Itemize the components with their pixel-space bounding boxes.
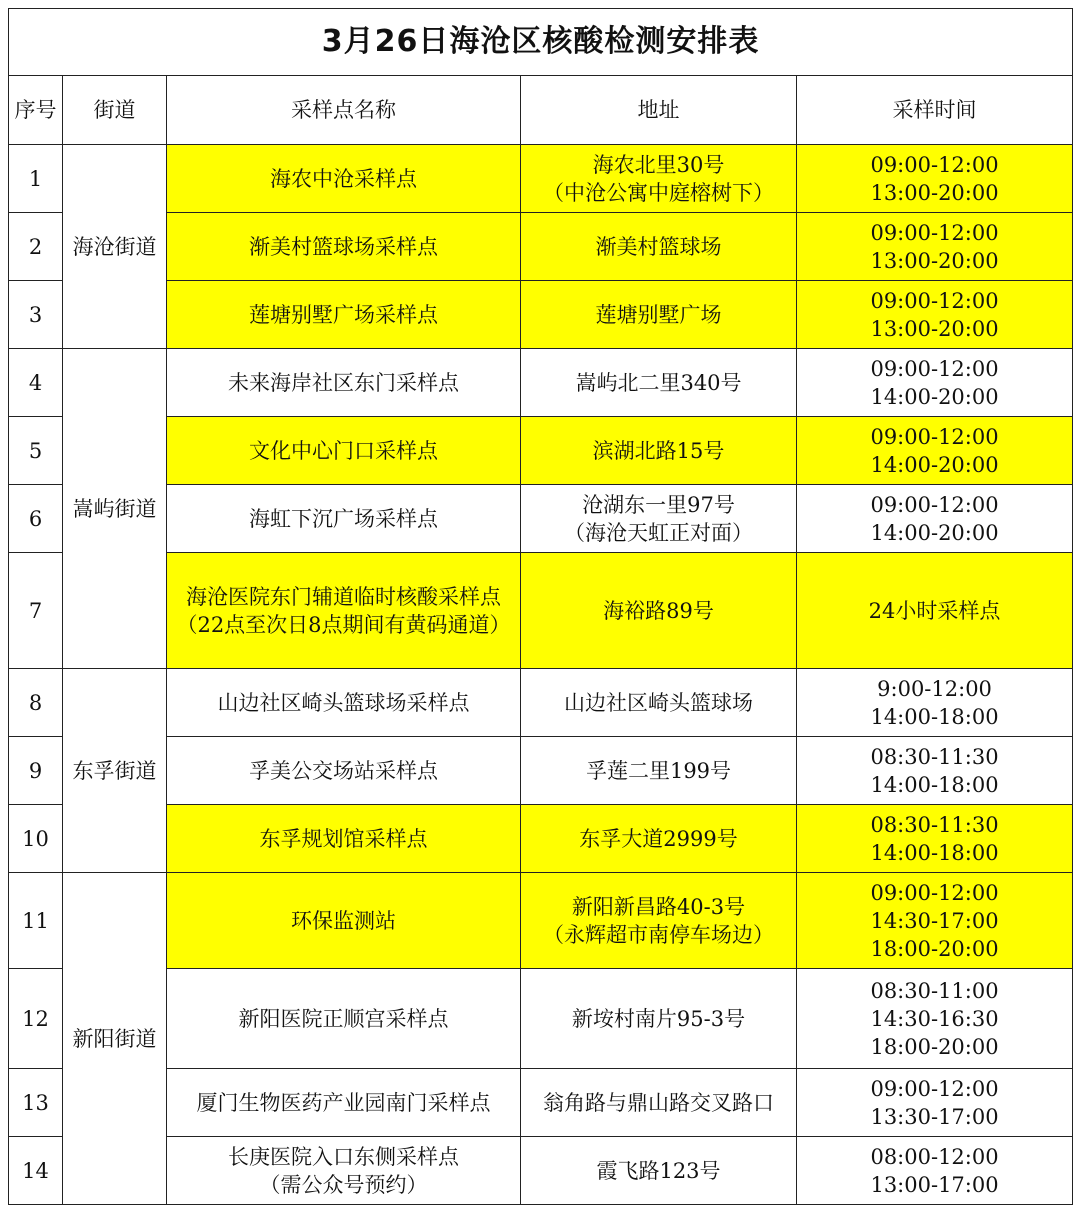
sampling-time	[797, 805, 1073, 873]
row-seq: 4	[9, 349, 63, 417]
sampling-time-line: 09:00-12:00	[870, 492, 999, 517]
site-name-line: （22点至次日8点期间有黄码通道）	[176, 612, 511, 637]
sampling-time-line: 08:00-12:00	[870, 1144, 999, 1169]
sampling-time-line: 13:00-17:00	[870, 1172, 999, 1197]
schedule-table	[8, 8, 1073, 1205]
sampling-time	[797, 349, 1073, 417]
site-address	[521, 553, 797, 669]
site-name-line: 孚美公交场站采样点	[249, 758, 438, 783]
sampling-time-line: 09:00-12:00	[870, 1076, 999, 1101]
table-row	[9, 1069, 1073, 1137]
site-address-line: 滨湖北路15号	[592, 438, 725, 463]
site-name-line: 海沧医院东门辅道临时核酸采样点	[186, 584, 501, 609]
sampling-time-line: 13:00-20:00	[870, 316, 999, 341]
site-name-line: 海虹下沉广场采样点	[249, 506, 438, 531]
site-address-line: （中沧公寓中庭榕树下）	[543, 180, 774, 205]
row-seq: 14	[9, 1137, 63, 1205]
site-name	[167, 669, 521, 737]
sampling-time	[797, 1069, 1073, 1137]
sampling-time	[797, 873, 1073, 969]
sampling-time-line: 18:00-20:00	[870, 1034, 999, 1059]
site-address	[521, 349, 797, 417]
site-address	[521, 213, 797, 281]
sampling-time	[797, 1137, 1073, 1205]
site-name-line: 厦门生物医药产业园南门采样点	[196, 1090, 491, 1115]
site-address	[521, 417, 797, 485]
site-address-line: 嵩屿北二里340号	[575, 370, 742, 395]
street-name: 嵩屿街道	[63, 349, 167, 669]
table-row	[9, 737, 1073, 805]
sampling-time	[797, 485, 1073, 553]
sampling-time-line: 09:00-12:00	[870, 152, 999, 177]
table-body	[9, 145, 1073, 1205]
site-address-line: 东孚大道2999号	[579, 826, 738, 851]
table-row	[9, 873, 1073, 969]
sampling-time-line: 9:00-12:00	[877, 676, 992, 701]
table-row	[9, 417, 1073, 485]
sampling-time	[797, 737, 1073, 805]
sampling-time-line: 14:00-20:00	[870, 452, 999, 477]
sampling-time-line: 14:00-18:00	[870, 772, 999, 797]
site-name-line: 海农中沧采样点	[270, 166, 417, 191]
site-name	[167, 485, 521, 553]
site-name	[167, 805, 521, 873]
site-address-line: 沧湖东一里97号	[582, 492, 735, 517]
street-name: 东孚街道	[63, 669, 167, 873]
sampling-time	[797, 969, 1073, 1069]
row-seq: 3	[9, 281, 63, 349]
table-row	[9, 553, 1073, 669]
sampling-time-line: 24小时采样点	[868, 598, 1001, 623]
site-name-line: （需公众号预约）	[259, 1172, 428, 1197]
row-seq: 11	[9, 873, 63, 969]
table-row	[9, 669, 1073, 737]
table-row	[9, 281, 1073, 349]
table-row	[9, 349, 1073, 417]
site-address-line: 霞飞路123号	[596, 1158, 721, 1183]
site-name	[167, 873, 521, 969]
sampling-time-line: 14:00-20:00	[870, 520, 999, 545]
site-name-line: 长庚医院入口东侧采样点	[228, 1144, 459, 1169]
site-name-line: 山边社区崎头篮球场采样点	[217, 690, 470, 715]
site-name-line: 环保监测站	[291, 908, 396, 933]
sampling-time-line: 18:00-20:00	[870, 936, 999, 961]
sampling-time-line: 09:00-12:00	[870, 356, 999, 381]
site-address	[521, 145, 797, 213]
sampling-time-line: 14:00-18:00	[870, 840, 999, 865]
site-address	[521, 669, 797, 737]
sampling-time-line: 13:00-20:00	[870, 248, 999, 273]
site-name-line: 渐美村篮球场采样点	[249, 234, 438, 259]
sampling-time-line: 09:00-12:00	[870, 220, 999, 245]
street-name: 海沧街道	[63, 145, 167, 349]
sampling-time-line: 09:00-12:00	[870, 288, 999, 313]
sampling-time-line: 14:30-16:30	[870, 1006, 999, 1031]
site-name-line: 新阳医院正顺宫采样点	[238, 1006, 449, 1031]
sampling-time-line: 08:30-11:30	[870, 744, 999, 769]
site-name	[167, 213, 521, 281]
site-name	[167, 737, 521, 805]
site-address-line: （永辉超市南停车场边）	[543, 922, 774, 947]
table-row	[9, 805, 1073, 873]
page-title: 3月26日海沧区核酸检测安排表	[9, 9, 1073, 76]
site-address-line: 海裕路89号	[603, 598, 714, 623]
site-name	[167, 281, 521, 349]
header-site: 采样点名称	[167, 76, 521, 145]
sampling-time-line: 09:00-12:00	[870, 424, 999, 449]
site-address	[521, 805, 797, 873]
sampling-time	[797, 145, 1073, 213]
table-row	[9, 213, 1073, 281]
sampling-time-line: 08:30-11:30	[870, 812, 999, 837]
row-seq: 9	[9, 737, 63, 805]
site-address-line: 翁角路与鼎山路交叉路口	[543, 1090, 774, 1115]
sampling-time-line: 13:30-17:00	[870, 1104, 999, 1129]
sampling-time	[797, 417, 1073, 485]
site-name-line: 文化中心门口采样点	[249, 438, 438, 463]
sampling-time	[797, 669, 1073, 737]
site-address-line: 新阳新昌路40-3号	[571, 894, 746, 919]
site-name-line: 东孚规划馆采样点	[259, 826, 428, 851]
site-address	[521, 1137, 797, 1205]
site-name-line: 未来海岸社区东门采样点	[228, 370, 459, 395]
header-seq: 序号	[9, 76, 63, 145]
table-row	[9, 969, 1073, 1069]
site-address-line: 孚莲二里199号	[585, 758, 732, 783]
site-name	[167, 349, 521, 417]
table-row	[9, 1137, 1073, 1205]
table-row	[9, 145, 1073, 213]
site-address	[521, 873, 797, 969]
sampling-time	[797, 213, 1073, 281]
row-seq: 5	[9, 417, 63, 485]
site-address	[521, 281, 797, 349]
site-name	[167, 1069, 521, 1137]
sampling-time-line: 08:30-11:00	[870, 978, 999, 1003]
row-seq: 1	[9, 145, 63, 213]
sampling-time	[797, 281, 1073, 349]
sampling-time-line: 14:30-17:00	[870, 908, 999, 933]
site-address-line: 海农北里30号	[592, 152, 725, 177]
sampling-time-line: 14:00-18:00	[870, 704, 999, 729]
site-name	[167, 417, 521, 485]
site-address-line: 山边社区崎头篮球场	[564, 690, 753, 715]
site-address-line: 新垵村南片95-3号	[571, 1006, 746, 1031]
site-name	[167, 553, 521, 669]
site-name-line: 莲塘别墅广场采样点	[249, 302, 438, 327]
sampling-time-line: 13:00-20:00	[870, 180, 999, 205]
site-address	[521, 969, 797, 1069]
header-row	[9, 76, 1073, 145]
sampling-time-line: 09:00-12:00	[870, 880, 999, 905]
row-seq: 6	[9, 485, 63, 553]
schedule-sheet	[8, 8, 1072, 1205]
sampling-time	[797, 553, 1073, 669]
row-seq: 12	[9, 969, 63, 1069]
row-seq: 8	[9, 669, 63, 737]
row-seq: 10	[9, 805, 63, 873]
site-address	[521, 737, 797, 805]
header-time: 采样时间	[797, 76, 1073, 145]
site-address	[521, 1069, 797, 1137]
sampling-time-line: 14:00-20:00	[870, 384, 999, 409]
row-seq: 13	[9, 1069, 63, 1137]
street-name: 新阳街道	[63, 873, 167, 1205]
site-name	[167, 969, 521, 1069]
header-address: 地址	[521, 76, 797, 145]
row-seq: 7	[9, 553, 63, 669]
site-name	[167, 1137, 521, 1205]
site-address-line: （海沧天虹正对面）	[564, 520, 753, 545]
site-name	[167, 145, 521, 213]
table-row	[9, 485, 1073, 553]
site-address	[521, 485, 797, 553]
header-street: 街道	[63, 76, 167, 145]
site-address-line: 渐美村篮球场	[595, 234, 722, 259]
row-seq: 2	[9, 213, 63, 281]
site-address-line: 莲塘别墅广场	[595, 302, 722, 327]
